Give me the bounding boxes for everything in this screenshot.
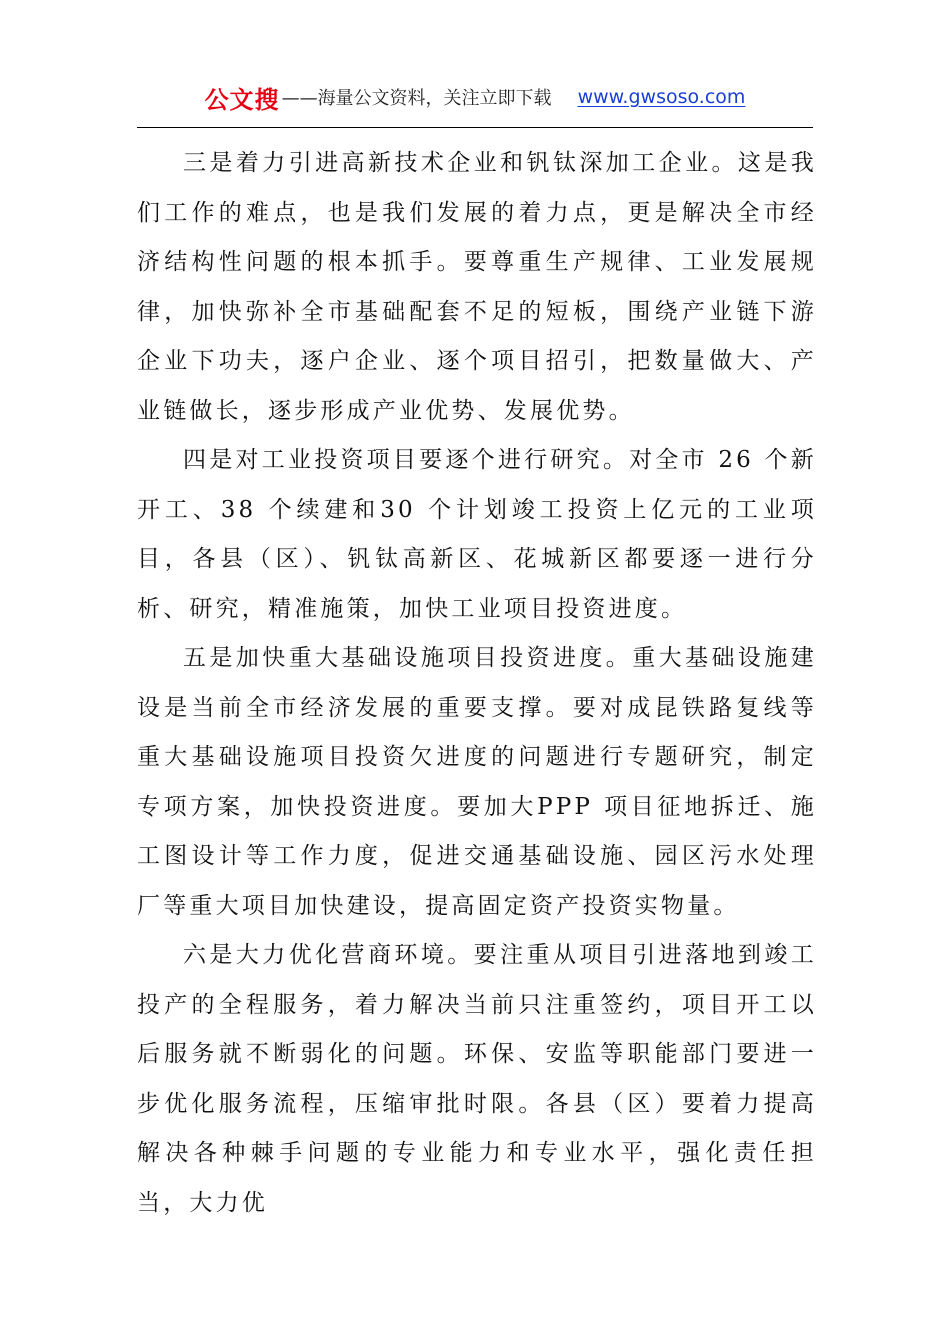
- document-body: [137, 139, 817, 1228]
- paragraph-5: 五是加快重大基础设施项目投资进度。重大基础设施建设是当前全市经济发展的重要支撑。要对成昆铁路复线等重大基础设施项目投资欠进度的问题进行专题研究，制定专项方案，加快投资进度。要加大PPP 项目征地拆迁、施工图设计等工作力度，促进交通基础设施、园区污水处理厂等重大项目加快建设，提高固定资产投资实物量。: [137, 645, 817, 919]
- website-link[interactable]: www.gwsoso.com: [577, 86, 746, 108]
- paragraph-3: 三是着力引进高新技术企业和钒钛深加工企业。这是我们工作的难点，也是我们发展的着力点，更是解决全市经济结构性问题的根本抓手。要尊重生产规律、工业发展规律，加快弥补全市基础配套不足的短板，围绕产业链下游企业下功夫，逐户企业、逐个项目招引，把数量做大、产业链做长，逐步形成产业优势、发展优势。: [137, 150, 817, 424]
- page-header: [137, 80, 813, 114]
- brand-logo-text: 公文搜: [204, 85, 280, 114]
- paragraph-4: 四是对工业投资项目要逐个进行研究。对全市 26 个新开工、38 个续建和30 个计划竣工投资上亿元的工业项目，各县（区）、钒钛高新区、花城新区都要逐一进行分析、研究，精准施策，加快工业项目投资进度。: [137, 447, 817, 622]
- paragraph-6: 六是大力优化营商环境。要注重从项目引进落地到竣工投产的全程服务，着力解决当前只注重签约，项目开工以后服务就不断弱化的问题。环保、安监等职能部门要进一步优化服务流程，压缩审批时限。各县（区）要着力提高解决各种棘手问题的专业能力和专业水平，强化责任担当，大力优: [137, 942, 817, 1216]
- header-slogan: ——海量公文资料，关注立即下载: [281, 88, 552, 109]
- header-divider: [137, 127, 813, 128]
